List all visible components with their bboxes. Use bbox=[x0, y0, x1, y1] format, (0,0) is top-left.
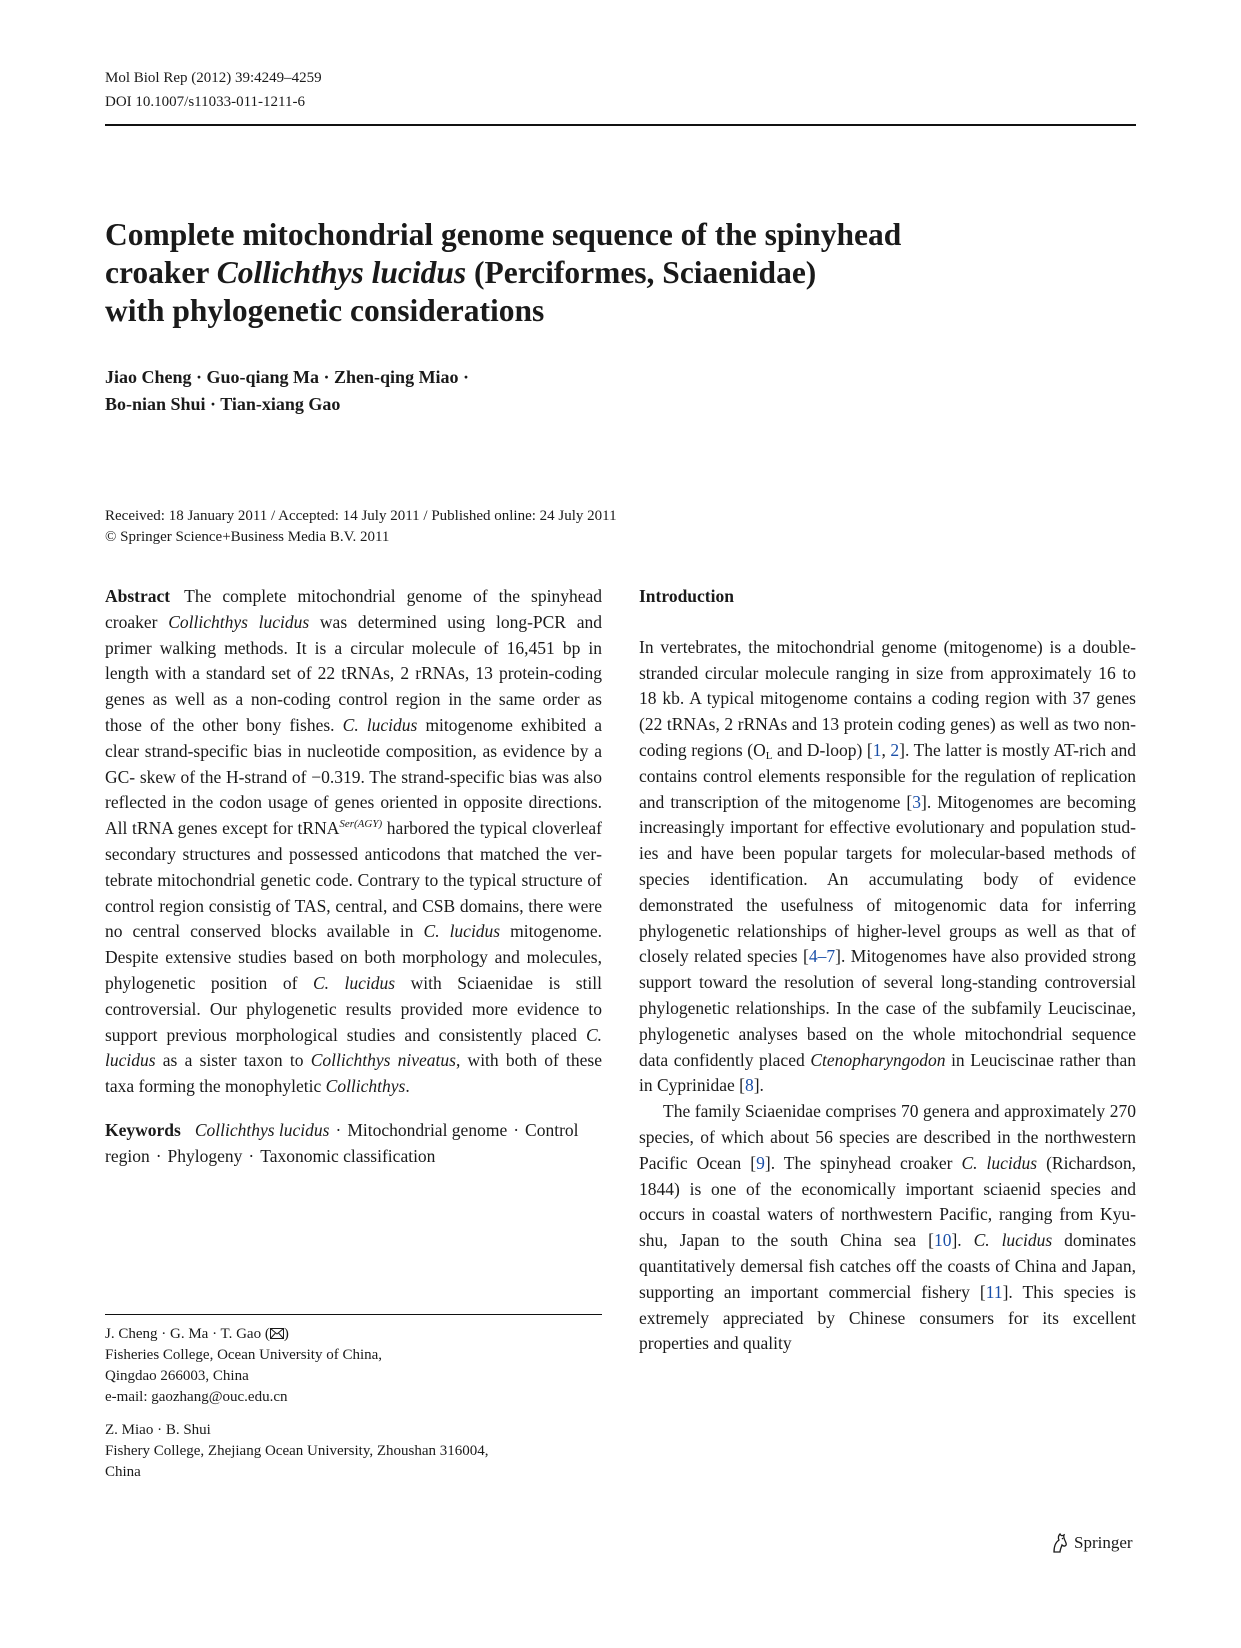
reference-link[interactable]: 11 bbox=[985, 1281, 1003, 1302]
title-text: (Perciformes, Sciaenidae) bbox=[466, 255, 817, 290]
affiliation-city: Qingdao 266003, China bbox=[105, 1368, 249, 1384]
intro-species: C. lucidus bbox=[961, 1152, 1038, 1173]
reference-link[interactable]: 10 bbox=[933, 1230, 952, 1251]
journal-citation: Mol Biol Rep (2012) 39:4249–4259 bbox=[105, 70, 322, 86]
abstract-text: as a sister taxon to bbox=[155, 1050, 311, 1071]
journal-header bbox=[105, 66, 322, 114]
affiliation-names-text: J. Cheng · G. Ma · T. Gao ( bbox=[105, 1326, 270, 1342]
authors-line-2: Bo-nian Shui · Tian-xiang Gao bbox=[105, 394, 341, 414]
affiliation-institution: Fisheries College, Ocean University of China, bbox=[105, 1347, 383, 1363]
keyword: Collichthys lucidus bbox=[194, 1119, 330, 1140]
title-line-1: Complete mitochondrial genome sequence of the spinyhead bbox=[105, 217, 902, 252]
intro-genus: Ctenopharyngodon bbox=[810, 1049, 946, 1070]
abstract-species: Collichthys lucidus bbox=[168, 611, 310, 632]
abstract-species: C. lucidus bbox=[105, 1024, 602, 1071]
abstract-text: with Sciaenidae is still controversial. Our phylogenetic results provided more evidence to support previous morphological studies and consistently placed bbox=[105, 972, 602, 1045]
abstract-text: , with both of these taxa forming the monophyletic bbox=[105, 1050, 602, 1097]
reference-link[interactable]: 8 bbox=[744, 1075, 754, 1096]
article-title bbox=[105, 216, 1005, 330]
abstract-species: Collichthys niveatus bbox=[310, 1050, 456, 1071]
intro-text: and D-loop) [ bbox=[772, 739, 873, 760]
affiliation-institution: Fishery College, Zhejiang Ocean University, Zhoushan 316004, bbox=[105, 1443, 489, 1459]
keyword: Phylogeny bbox=[167, 1145, 243, 1166]
keyword-separator: · bbox=[335, 1119, 342, 1140]
intro-text: ]. Mitogenomes are becoming increasingly important for effective evolutionary and population studies and have been popular targets for molecular-based methods of species identification. An accumulating body of evidence demonstrated the usefulness of mitogenomic data for inferring phylogenetic relationships of higher-level groups as well as that of closely related species [ bbox=[639, 791, 1136, 967]
publication-history bbox=[105, 506, 617, 548]
journal-doi[interactable]: DOI 10.1007/s11033-011-1211-6 bbox=[105, 94, 305, 110]
intro-text: , bbox=[881, 739, 891, 760]
abstract-text: was determined using long-PCR and primer walking methods. It is a circular molecule of 16,451 bp in length with a standard set of 22 tRNAs, 2 rRNAs, 13 protein-coding genes as well as a non-coding control region in the same order as those of the other bony fishes. bbox=[105, 611, 602, 735]
intro-text: ]. bbox=[753, 1075, 764, 1096]
affiliation-names bbox=[105, 1324, 602, 1345]
keywords-label: Keywords bbox=[105, 1119, 181, 1140]
reference-link[interactable]: 2 bbox=[890, 739, 900, 760]
affiliation-group-1 bbox=[105, 1324, 602, 1408]
abstract bbox=[105, 584, 602, 1100]
keywords bbox=[105, 1118, 602, 1170]
reference-link[interactable]: 1 bbox=[872, 739, 882, 760]
intro-text: ]. The latter is mostly AT-rich and contains control elements responsible for the regulation of replication and transcription of the mitogenome [ bbox=[639, 739, 1137, 812]
intro-text: ]. bbox=[951, 1230, 974, 1251]
keyword-separator: · bbox=[248, 1145, 255, 1166]
abstract-species: C. lucidus bbox=[342, 714, 418, 735]
intro-text: (Richardson, 1844) is one of the economically important sciaenid species and occurs in coastal waters of northwestern Pacific, ranging from Kyushu, Japan to the south China sea [ bbox=[639, 1152, 1136, 1251]
title-line-2 bbox=[105, 254, 1005, 292]
intro-text: ]. This species is extremely appreciated by Chinese consumers for its excellent properties and quality bbox=[639, 1281, 1136, 1354]
affiliations bbox=[105, 1324, 602, 1495]
reference-link[interactable]: 9 bbox=[756, 1152, 765, 1173]
abstract-text: . bbox=[405, 1076, 410, 1097]
author-list bbox=[105, 364, 805, 418]
affiliation-names-text: ) bbox=[283, 1326, 289, 1342]
intro-text: In vertebrates, the mitochondrial genome (mitogenome) is a double-stranded circular molecule ranging in size from approximately 16 to 18 kb. A typical mitogenome contains a coding region with 37 genes (22 tRNAs, 2 rRNAs and 13 protein coding genes) as well as two non-coding regions (O bbox=[639, 636, 1136, 760]
publisher-logo bbox=[1050, 1532, 1133, 1554]
springer-horse-icon bbox=[1050, 1532, 1070, 1554]
intro-text: dominates quantitatively demersal fish catches off the coasts of China and Japan, supporting an important commercial fishery [ bbox=[639, 1230, 1137, 1302]
intro-text: in Leuciscinae rather than in Cyprinidae [ bbox=[639, 1049, 1136, 1096]
introduction-paragraph-2 bbox=[639, 1099, 1136, 1357]
title-species: Collichthys lucidus bbox=[216, 255, 467, 290]
reference-link[interactable]: 4–7 bbox=[808, 946, 836, 967]
abstract-species: C. lucidus bbox=[423, 921, 501, 942]
authors-line-1: Jiao Cheng · Guo-qiang Ma · Zhen-qing Miao · bbox=[105, 367, 470, 387]
envelope-icon bbox=[270, 1328, 284, 1339]
abstract-text: The complete mitochondrial genome of the spinyhead croaker bbox=[105, 586, 602, 632]
subscript-l: L bbox=[765, 749, 773, 762]
keyword: Mitochondrial genome bbox=[347, 1119, 508, 1140]
left-column bbox=[105, 584, 602, 1170]
reference-link[interactable]: 3 bbox=[912, 791, 922, 812]
dates-line: Received: 18 January 2011 / Accepted: 14 July 2011 / Published online: 24 July 2011 bbox=[105, 508, 617, 524]
abstract-species: C. lucidus bbox=[312, 972, 396, 993]
publisher-name: Springer bbox=[1074, 1533, 1133, 1552]
introduction-paragraph-1 bbox=[639, 635, 1136, 1099]
intro-text: ]. The spinyhead croaker bbox=[764, 1152, 962, 1173]
abstract-text: harbored the typical cloverleaf secondary structures and possessed anticodons that matched the vertebrate mitochondrial genetic code. Contrary to the typical structure of control region consistig of TAS, central, and CSB domains, there were no central conserved blocks available in bbox=[105, 818, 602, 942]
keyword-separator: · bbox=[155, 1145, 162, 1166]
intro-text: ]. Mitogenomes have also provided strong support toward the resolution of several long-standing controversial phylogenetic relationships. In the case of the subfamily Leuciscinae, phylogenetic analyses based on the whole mitochondrial sequence data confidently placed bbox=[639, 946, 1136, 1070]
keyword: Taxonomic classification bbox=[260, 1145, 436, 1166]
header-divider bbox=[105, 124, 1136, 126]
copyright-line: © Springer Science+Business Media B.V. 2011 bbox=[105, 529, 390, 545]
intro-text: The family Sciaenidae comprises 70 genera and approximately 270 species, of which about 56 species are described in the northwestern Pacific Ocean [ bbox=[639, 1101, 1136, 1173]
abstract-genus: Collichthys bbox=[325, 1076, 406, 1097]
abstract-text: mitogenome. Despite extensive studies based on both morphology and molecules, phylogenetic position of bbox=[105, 921, 602, 993]
trna-superscript: Ser(AGY) bbox=[339, 818, 383, 831]
abstract-text: mitogenome exhibited a clear strand-specific bias in nucleotide composition, as evidence by a GC- skew of the H-strand of −0.319. The strand-specific bias was also reflected in the codon usage of genes oriented in opposite directions. All tRNA genes except for tRNA bbox=[105, 714, 603, 839]
affiliation-group-2 bbox=[105, 1420, 602, 1483]
affiliation-names: Z. Miao · B. Shui bbox=[105, 1422, 211, 1438]
intro-species: C. lucidus bbox=[973, 1230, 1053, 1251]
introduction-heading: Introduction bbox=[639, 586, 734, 606]
abstract-label: Abstract bbox=[105, 586, 171, 606]
title-line-3: with phylogenetic considerations bbox=[105, 293, 545, 328]
affiliation-city: China bbox=[105, 1464, 141, 1480]
affiliation-email[interactable]: e-mail: gaozhang@ouc.edu.cn bbox=[105, 1389, 288, 1405]
right-column bbox=[639, 584, 1136, 1357]
keyword: Control region bbox=[105, 1119, 579, 1166]
keyword-separator: · bbox=[513, 1119, 520, 1140]
title-text: croaker bbox=[105, 255, 217, 290]
affiliation-divider bbox=[105, 1314, 602, 1315]
